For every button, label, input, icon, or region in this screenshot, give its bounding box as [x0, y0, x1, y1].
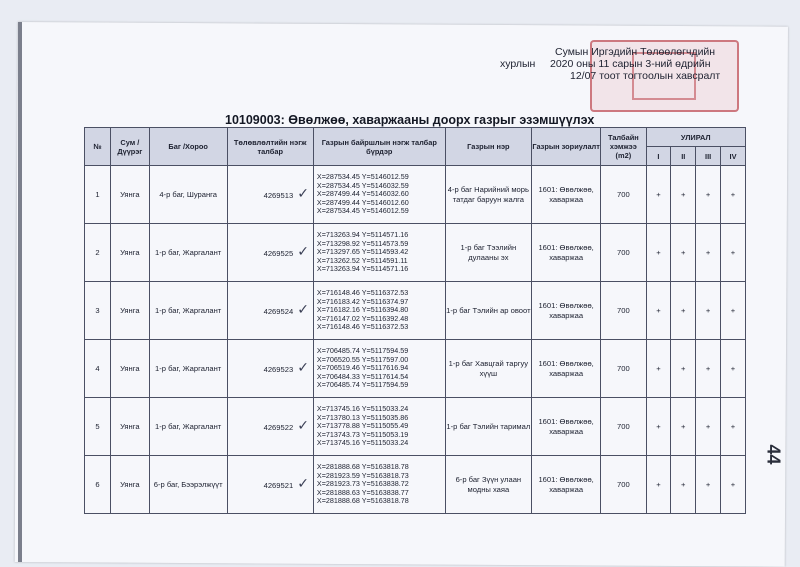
cell-bag: 1-р баг, Жаргалант — [149, 282, 227, 340]
coord-line: X=713743.73 Y=5115053.19 — [316, 429, 409, 439]
cell-no: 5 — [85, 398, 111, 456]
cell-no: 3 — [85, 282, 111, 340]
coord-line: X=281923.59 Y=5163818.73 — [316, 470, 409, 480]
cell-name: 1-р баг Хавцгай таргуу хүүш — [445, 340, 531, 398]
coord-line: X=716147.02 Y=5116392.48 — [316, 313, 409, 323]
col-header-season: УЛИРАЛ — [646, 128, 745, 147]
table-row — [85, 224, 746, 282]
col-header-purpose: Газрын зориулалт — [532, 128, 601, 166]
coord-line: X=287499.44 Y=5146012.60 — [316, 197, 409, 207]
col-header-season-3: III — [696, 147, 721, 166]
col-header-parcel-id: Төлөвлөлтийн нэгж талбар — [227, 128, 313, 166]
page-edge-shadow — [18, 22, 22, 562]
checkmark-icon: ✓ — [297, 242, 309, 259]
land-table — [84, 127, 746, 514]
cell-name: 4-р баг Нарийний морь татдаг баруун жалга — [445, 166, 531, 224]
header-line-2-left: хурлын — [500, 58, 536, 70]
coord-line: X=281888.68 Y=5163818.78 — [316, 496, 409, 506]
col-header-area: Талбайн хэмжээ (m2) — [601, 128, 646, 166]
cell-bag: 6-р баг, Бээрэлжүүт — [149, 456, 227, 514]
cell-purpose: 1601: Өвөлжөө, хаваржаа — [532, 456, 601, 514]
cell-season-1: + — [646, 282, 671, 340]
cell-no: 4 — [85, 340, 111, 398]
coord-line: X=713262.52 Y=5114591.11 — [316, 255, 408, 265]
cell-season-4: + — [721, 456, 746, 514]
col-header-bag: Баг /Хороо — [149, 128, 227, 166]
coord-line: X=713745.16 Y=5115033.24 — [316, 438, 409, 448]
parcel-id-text: 4269524 — [263, 306, 294, 316]
coord-line: X=716148.46 Y=5116372.53 — [316, 322, 409, 332]
parcel-id-text: 4269522 — [263, 422, 294, 432]
cell-coords — [313, 398, 445, 456]
cell-sum: Уянга — [110, 166, 149, 224]
table-row — [85, 456, 746, 514]
checkmark-icon: ✓ — [297, 474, 309, 491]
table-row — [85, 166, 746, 224]
cell-name: 6-р баг Зүүн улаан модны хаяа — [445, 456, 531, 514]
cell-name: 1-р баг Тэлийн таримал — [445, 398, 531, 456]
cell-parcel-id — [227, 340, 313, 398]
header-line-3: 12/07 тоот тогтоолын хавсралт — [570, 70, 721, 82]
cell-no: 6 — [85, 456, 111, 514]
cell-season-1: + — [646, 398, 671, 456]
col-header-season-4: IV — [721, 147, 746, 166]
table-row — [85, 282, 746, 340]
cell-parcel-id — [227, 224, 313, 282]
cell-season-3: + — [696, 398, 721, 456]
cell-no: 2 — [85, 224, 111, 282]
cell-sum: Уянга — [110, 456, 149, 514]
coord-line: X=706519.46 Y=5117616.94 — [316, 363, 409, 373]
cell-season-3: + — [696, 282, 721, 340]
cell-parcel-id — [227, 398, 313, 456]
cell-parcel-id — [227, 456, 313, 514]
coord-line: X=706485.74 Y=5117594.59 — [316, 346, 409, 356]
cell-coords — [313, 340, 445, 398]
coord-line: X=281888.63 Y=5163838.77 — [316, 487, 409, 497]
coord-line: X=281888.68 Y=5163818.78 — [316, 462, 409, 472]
cell-purpose: 1601: Өвөлжөө, хаваржаа — [532, 282, 601, 340]
cell-season-1: + — [646, 456, 671, 514]
coord-line: X=713780.13 Y=5115035.86 — [316, 412, 409, 422]
coord-line: X=287534.45 Y=5146012.59 — [316, 172, 409, 182]
coord-line: X=713297.65 Y=5114593.42 — [316, 247, 409, 257]
col-header-sum: Сум /Дүүрэг — [110, 128, 149, 166]
cell-sum: Уянга — [110, 282, 149, 340]
cell-parcel-id — [227, 166, 313, 224]
page-title: 10109003: Өвөлжөө, хаваржааны доорх газрыг эзэмшүүлэх — [225, 113, 595, 127]
cell-purpose: 1601: Өвөлжөө, хаваржаа — [532, 224, 601, 282]
cell-season-1: + — [646, 224, 671, 282]
parcel-id-text: 4269521 — [263, 480, 294, 490]
cell-purpose: 1601: Өвөлжөө, хаваржаа — [532, 398, 601, 456]
checkmark-icon: ✓ — [297, 300, 309, 317]
cell-season-4: + — [721, 166, 746, 224]
cell-parcel-id — [227, 282, 313, 340]
coord-line: X=716182.16 Y=5116394.80 — [316, 305, 409, 315]
coord-line: X=713745.16 Y=5115033.24 — [316, 404, 409, 414]
coord-line: X=713263.94 Y=5114571.16 — [316, 264, 409, 274]
cell-sum: Уянга — [110, 398, 149, 456]
cell-season-3: + — [696, 340, 721, 398]
cell-no: 1 — [85, 166, 111, 224]
parcel-id-text: 4269525 — [263, 248, 294, 258]
cell-area: 700 — [601, 340, 646, 398]
cell-area: 700 — [601, 398, 646, 456]
cell-bag: 1-р баг, Жаргалант — [149, 340, 227, 398]
col-header-location: Газрын байршлын нэгж талбар бүрдэр — [313, 128, 445, 166]
parcel-id-text: 4269523 — [263, 364, 294, 374]
col-header-name: Газрын нэр — [445, 128, 531, 166]
cell-season-4: + — [721, 224, 746, 282]
cell-season-1: + — [646, 340, 671, 398]
side-page-number: 44 — [763, 444, 784, 465]
coord-line: X=716148.46 Y=5116372.53 — [316, 288, 409, 298]
cell-name: 1-р баг Тэлийн ар овоот — [445, 282, 531, 340]
cell-season-2: + — [671, 398, 696, 456]
cell-season-4: + — [721, 282, 746, 340]
table-row — [85, 398, 746, 456]
col-header-season-2: II — [671, 147, 696, 166]
cell-season-2: + — [671, 224, 696, 282]
cell-bag: 4-р баг, Шуранга — [149, 166, 227, 224]
checkmark-icon: ✓ — [297, 358, 309, 375]
coord-line: X=287499.44 Y=5146032.60 — [316, 189, 409, 199]
cell-season-3: + — [696, 224, 721, 282]
coord-line: X=713298.92 Y=5114573.59 — [316, 238, 409, 248]
col-header-season-1: I — [646, 147, 671, 166]
cell-season-4: + — [721, 398, 746, 456]
header-line-1: Сумын Иргэдийн Төлөөлөгчдийн — [555, 46, 716, 58]
coord-line: X=706485.74 Y=5117594.59 — [316, 380, 409, 390]
cell-coords — [313, 282, 445, 340]
checkmark-icon: ✓ — [297, 416, 309, 433]
coord-line: X=713778.88 Y=5115055.49 — [316, 421, 409, 431]
cell-season-2: + — [671, 340, 696, 398]
cell-sum: Уянга — [110, 224, 149, 282]
cell-name: 1-р баг Тээлийн дулааны эх — [445, 224, 531, 282]
cell-area: 700 — [601, 224, 646, 282]
header-line-2: 2020 оны 11 сарын 3-ний өдрийн — [550, 58, 711, 70]
coord-line: X=281923.73 Y=5163838.72 — [316, 479, 409, 489]
cell-bag: 1-р баг, Жаргалант — [149, 398, 227, 456]
parcel-id-text: 4269513 — [263, 190, 294, 200]
col-header-no: № — [85, 128, 111, 166]
coord-line: X=287534.45 Y=5146012.59 — [316, 206, 409, 216]
cell-area: 700 — [601, 456, 646, 514]
coord-line: X=706520.55 Y=5117597.00 — [316, 354, 409, 364]
checkmark-icon: ✓ — [297, 184, 309, 201]
cell-season-3: + — [696, 456, 721, 514]
cell-season-1: + — [646, 166, 671, 224]
table-row — [85, 340, 746, 398]
cell-coords — [313, 456, 445, 514]
cell-purpose: 1601: Өвөлжөө, хаваржаа — [532, 340, 601, 398]
coord-line: X=706484.33 Y=5117614.54 — [316, 371, 409, 381]
cell-sum: Уянга — [110, 340, 149, 398]
cell-coords — [313, 224, 445, 282]
cell-season-3: + — [696, 166, 721, 224]
cell-season-2: + — [671, 282, 696, 340]
cell-bag: 1-р баг, Жаргалант — [149, 224, 227, 282]
cell-coords — [313, 166, 445, 224]
cell-area: 700 — [601, 282, 646, 340]
coord-line: X=713263.94 Y=5114571.16 — [316, 230, 409, 240]
cell-season-2: + — [671, 166, 696, 224]
coord-line: X=287534.45 Y=5146032.59 — [316, 180, 409, 190]
cell-area: 700 — [601, 166, 646, 224]
cell-purpose: 1601: Өвөлжөө, хаваржаа — [532, 166, 601, 224]
coord-line: X=716183.42 Y=5116374.97 — [316, 296, 409, 306]
cell-season-4: + — [721, 340, 746, 398]
cell-season-2: + — [671, 456, 696, 514]
